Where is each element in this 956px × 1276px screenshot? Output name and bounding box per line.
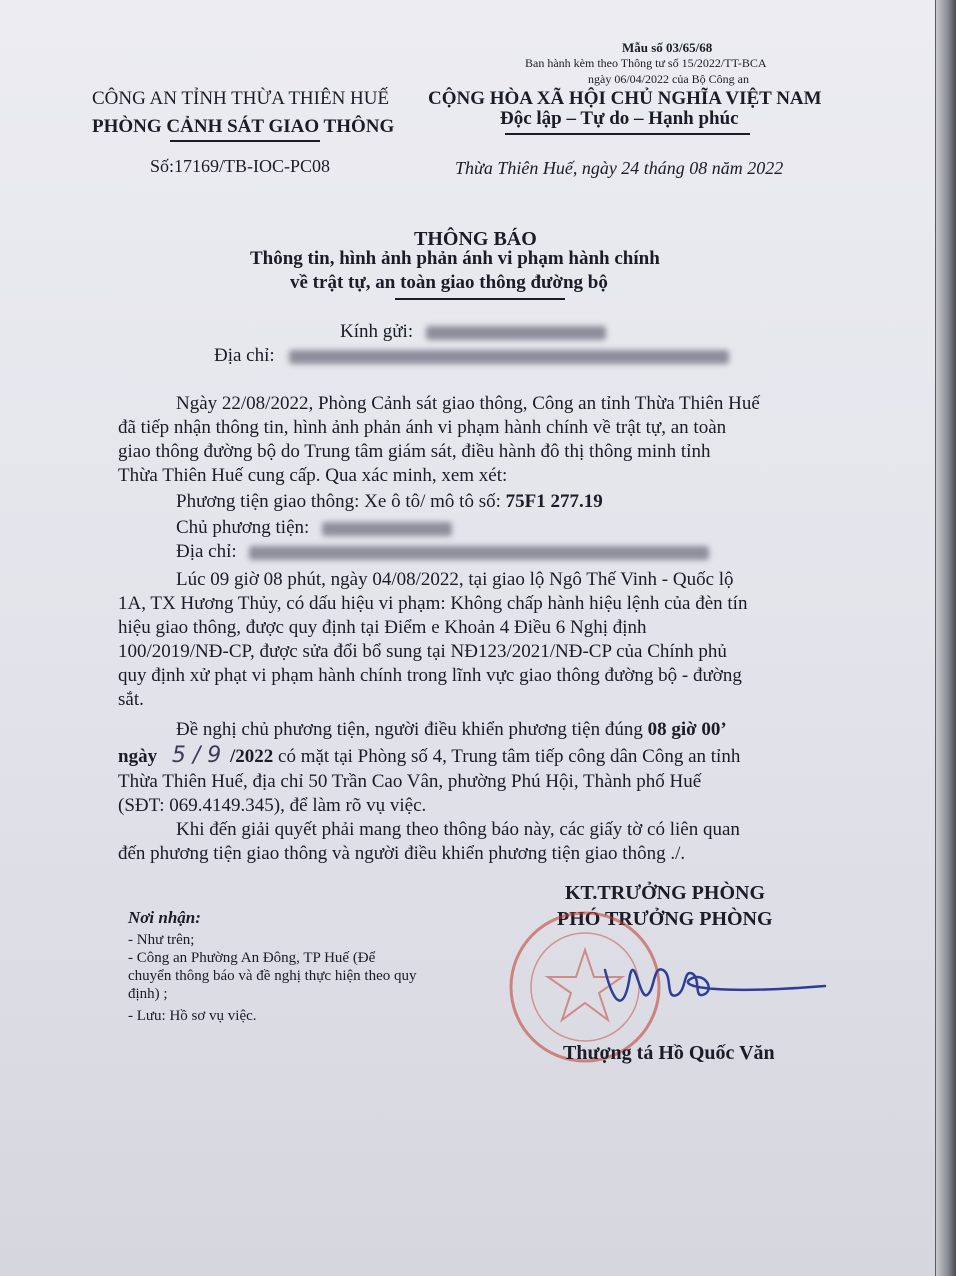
body-p3-text: Đề nghị chủ phương tiện, người điều khiển phương tiện đúng [176,719,643,740]
desk-background [936,0,956,1276]
owner-address-line [176,540,709,564]
vehicle-label: Phương tiện giao thông: Xe ô tô/ mô tô số: [176,491,501,512]
body-p2-line2: 1A, TX Hương Thủy, có dấu hiệu vi phạm: Không chấp hành hiệu lệnh của đèn tín [118,593,748,614]
body-p4-line2: đến phương tiện giao thông và người điều khiển phương tiện giao thông ./. [118,843,686,864]
recipients-item2-line1: - Công an Phường An Đông, TP Huế (Để [128,950,376,966]
notice-subtitle-line1: Thông tin, hình ảnh phản ánh vi phạm hành chính [250,248,660,269]
recipient-line [340,320,606,344]
place-date: Thừa Thiên Huế, ngày 24 tháng 08 năm 2022 [455,158,784,178]
motto-underline [505,133,750,135]
body-p2-line3: hiệu giao thông, được quy định tại Điểm e Khoản 4 Điều 6 Nghị định [118,617,647,638]
recipients-item3: - Lưu: Hồ sơ vụ việc. [128,1008,257,1024]
owner-address-label: Địa chỉ: [176,541,237,562]
vehicle-line [176,490,603,514]
body-p2-line4: 100/2019/NĐ-CP, được sửa đổi bổ sung tại NĐ123/2021/NĐ-CP của Chính phủ [118,641,727,662]
redacted-owner-name [322,522,452,536]
redacted-owner-address [249,546,709,560]
form-issued-line2: ngày 06/04/2022 của Bộ Công an [588,72,749,86]
body-p3-line3: Thừa Thiên Huế, địa chỉ 50 Trần Cao Vân, phường Phú Hội, Thành phố Huế [118,771,702,792]
appointment-time: 08 giờ 00’ [647,719,727,740]
owner-label: Chủ phương tiện: [176,517,310,538]
body-p2-line6: sắt. [118,689,144,710]
body-p3-line4: (SĐT: 069.4149.345), để làm rõ vụ việc. [118,795,427,816]
body-p1-line1: Ngày 22/08/2022, Phòng Cảnh sát giao thông, Công an tỉnh Thừa Thiên Huế [176,393,760,414]
signature-title2: PHÓ TRƯỞNG PHÒNG [557,908,773,930]
notice-title: THÔNG BÁO [414,228,537,250]
body-p2-line1: Lúc 09 giờ 08 phút, ngày 04/08/2022, tại giao lộ Ngô Thế Vinh - Quốc lộ [176,569,734,590]
recipient-address-line [214,344,729,368]
subtitle-underline [395,298,565,300]
document-number: Số:17169/TB-IOC-PC08 [150,156,331,176]
redacted-recipient-address [289,350,729,364]
recipients-item2-line2: chuyển thông báo và đề nghị thực hiện theo quy [128,968,417,984]
handwritten-date: 5 / 9 [171,743,222,768]
nation-title: CỘNG HÒA XÃ HỘI CHỦ NGHĨA VIỆT NAM [428,88,822,109]
vehicle-plate: 75F1 277.19 [505,491,603,512]
recipient-address-label: Địa chỉ: [214,345,275,366]
recipients-item2-line3: định) ; [128,986,168,1002]
nation-motto: Độc lập – Tự do – Hạnh phúc [500,108,739,129]
owner-line [176,516,452,540]
recipient-to-label: Kính gửi: [340,321,414,342]
agency-parent: CÔNG AN TỈNH THỪA THIÊN HUẾ [92,88,390,109]
signature-title1: KT.TRƯỞNG PHÒNG [565,882,765,904]
body-p1-line3: giao thông đường bộ do Trung tâm giám sát, điều hành đô thị thông minh tỉnh [118,441,711,462]
notice-subtitle-line2: về trật tự, an toàn giao thông đường bộ [290,272,608,293]
recipients-heading: Nơi nhận: [128,908,201,927]
appointment-year: /2022 [229,746,274,767]
body-p1-line2: đã tiếp nhận thông tin, hình ảnh phản ánh vi phạm hành chính về trật tự, an toàn [118,417,727,438]
signer-name: Thượng tá Hồ Quốc Văn [563,1042,775,1064]
body-p1-line4: Thừa Thiên Huế cung cấp. Qua xác minh, xem xét: [118,465,508,486]
agency-underline [170,140,320,142]
body-p4-line1: Khi đến giải quyết phải mang theo thông báo này, các giấy tờ có liên quan [176,819,740,840]
agency-name: PHÒNG CẢNH SÁT GIAO THÔNG [92,116,395,137]
appointment-day-label: ngày [118,746,158,767]
redacted-recipient-name [426,326,606,340]
handwritten-signature-icon [585,950,835,1020]
body-p2-line5: quy định xử phạt vi phạm hành chính trong lĩnh vực giao thông đường bộ - đường [118,665,742,686]
body-p3-line1 [176,718,727,742]
form-issued-line1: Ban hành kèm theo Thông tư số 15/2022/TT-BCA [525,56,767,70]
form-code: Mẫu số 03/65/68 [622,40,713,55]
body-p3-line2-rest: có mặt tại Phòng số 4, Trung tâm tiếp công dân Công an tỉnh [278,746,741,767]
recipients-item1: - Như trên; [128,932,195,948]
body-p3-line2 [118,744,740,769]
